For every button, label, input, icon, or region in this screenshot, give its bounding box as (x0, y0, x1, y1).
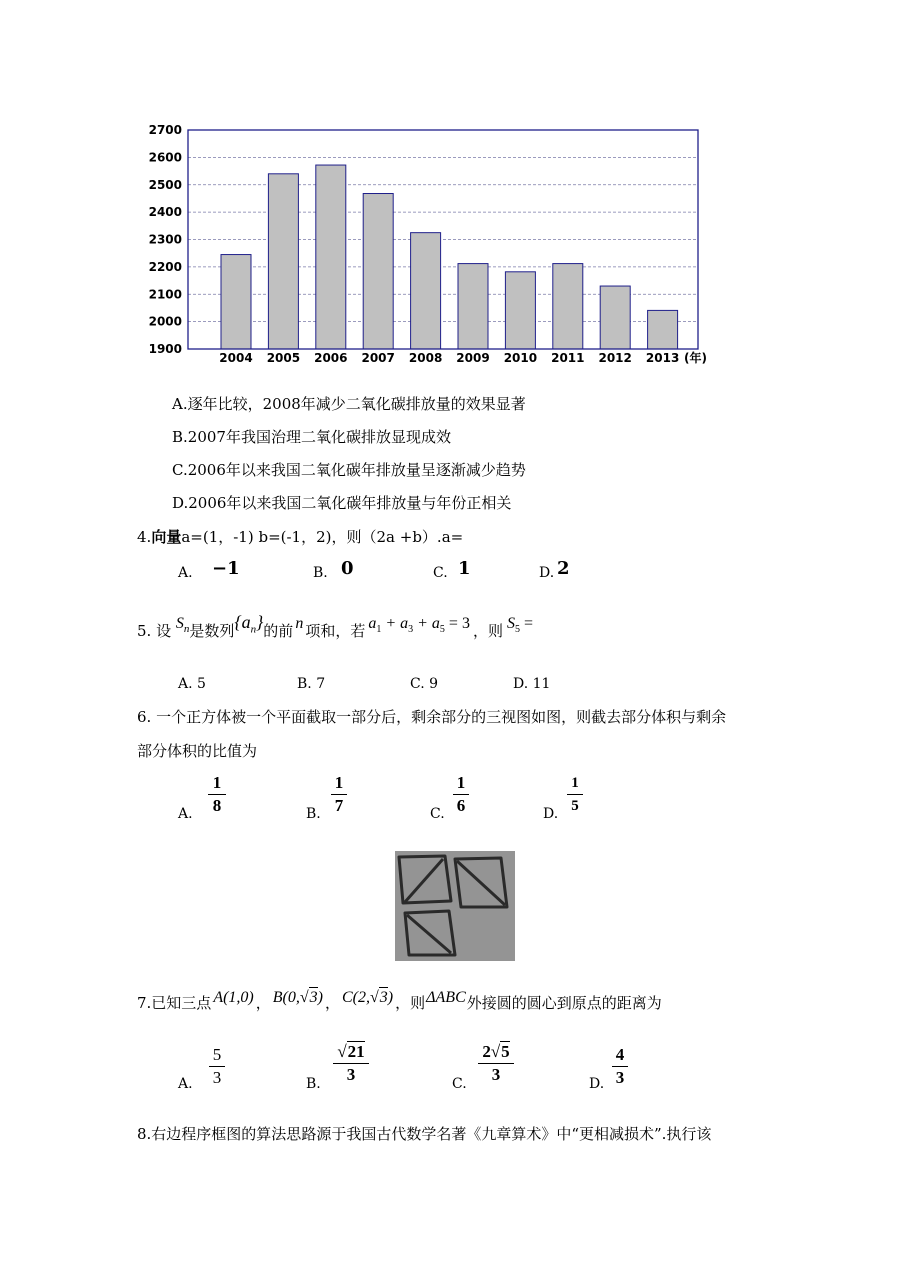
q7-stem (137, 989, 662, 1014)
q4-label-a: A. (178, 565, 193, 581)
y-tick-label: 2000 (148, 314, 182, 329)
q7-point-a: A(1,0) (213, 989, 254, 1006)
bar-2013 (648, 310, 678, 349)
q6-label-a: A. (178, 806, 193, 822)
q5-option-a: A. 5 (178, 676, 206, 692)
x-tick-label: 2004 (219, 351, 253, 365)
q6-fraction-c: 1 6 (453, 773, 469, 816)
q7-fraction-a: 5 3 (209, 1045, 225, 1088)
q5-text-2: 是数列 (189, 622, 235, 640)
q5-condition: $a_1 + a_3 + a_5 = 3$ (368, 615, 470, 636)
q7-label-a: A. (178, 1076, 193, 1092)
q5-option-c: C. 9 (410, 676, 439, 692)
q6-stem-line2: 部分体积的比值为 (137, 742, 258, 760)
q7-label-d: D. (589, 1076, 605, 1092)
q5-option-b: B. 7 (297, 676, 326, 692)
y-tick-label: 2300 (148, 232, 182, 247)
y-tick-label: 2100 (148, 287, 182, 302)
y-tick-label: 2700 (148, 123, 182, 137)
bar-2010 (505, 272, 535, 349)
x-tick-label: 2007 (361, 351, 395, 365)
q7-point-b: B(0,√3) (272, 989, 323, 1006)
q5-text-4: 项和，若 (305, 622, 366, 640)
q4-value-a: −1 (212, 558, 240, 579)
q6-fraction-d: 1 5 (567, 773, 583, 816)
q5-lead: 5. 设 (137, 622, 172, 640)
x-tick-label: 2006 (314, 351, 348, 365)
q7-text-2: ，则 (395, 994, 426, 1012)
q7-text-3: 外接圆的圆心到原点的距离为 (466, 994, 662, 1012)
q7-fraction-c: 2√5 3 (478, 1041, 514, 1085)
q4-label-b: B. (313, 565, 328, 581)
three-view-photo (395, 851, 515, 961)
q6-label-d: D. (543, 806, 559, 822)
chart-x-unit: (年) (684, 351, 707, 365)
y-tick-label: 1900 (148, 342, 182, 356)
y-tick-label: 2400 (148, 205, 182, 220)
q7-label-c: C. (452, 1076, 467, 1092)
q7-sep-2: ， (324, 994, 340, 1012)
q6-stem-line1: 6. 一个正方体被一个平面截取一部分后，剩余部分的三视图如图，则截去部分体积与剩余 (137, 708, 727, 726)
q7-fraction-b: √21 3 (333, 1041, 369, 1085)
q4-value-c: 1 (458, 558, 471, 579)
bar-2012 (600, 286, 630, 349)
q7-point-c: C(2,√3) (342, 989, 394, 1006)
q3-option-a: A.逐年比较，2008年减少二氧化碳排放量的效果显著 (172, 395, 526, 413)
q3-option-d: D.2006年以来我国二氧化碳年排放量与年份正相关 (172, 494, 512, 512)
chart-y-ticks (149, 123, 182, 356)
x-tick-label: 2005 (266, 351, 301, 365)
q4-number: 4. (137, 528, 152, 546)
bar-2006 (316, 165, 346, 349)
q4-value-b: 0 (341, 558, 354, 579)
bar-2009 (458, 264, 488, 349)
y-tick-label: 2600 (148, 150, 182, 165)
q4-stem (137, 527, 463, 547)
q5-stem (137, 612, 533, 648)
q4-label-d: D. (539, 565, 555, 581)
q6-fraction-a: 1 8 (208, 773, 226, 816)
q7-label-b: B. (306, 1076, 321, 1092)
x-tick-label: 2010 (503, 351, 538, 365)
bar-2011 (553, 264, 583, 349)
q7-triangle: ΔABC (426, 989, 466, 1006)
q6-fraction-b: 1 7 (331, 773, 347, 816)
q5-n: n (295, 615, 304, 632)
q3-option-c: C.2006年以来我国二氧化碳年排放量呈逐渐减少趋势 (172, 461, 526, 479)
q5-option-d: D. 11 (513, 676, 551, 692)
bar-2007 (363, 194, 393, 349)
q4-value-d: 2 (557, 558, 570, 579)
q5-s5: $S_5$ = (506, 615, 533, 636)
q8-stem-line1: 8.右边程序框图的算法思路源于我国古代数学名著《九章算术》中“更相减损术”.执行该 (137, 1125, 712, 1143)
x-tick-label: 2012 (598, 351, 632, 365)
x-tick-label: 2013 (645, 351, 680, 365)
q4-keyword: 向量 (151, 528, 182, 546)
q4-label-c: C. (433, 565, 448, 581)
co2-bar-chart (0, 0, 909, 380)
x-tick-label: 2011 (551, 351, 585, 365)
x-tick-label: 2008 (408, 351, 443, 365)
q4-text: a=(1，-1) b=(-1，2)，则（2a +b）.a= (181, 528, 464, 546)
x-tick-label: 2009 (456, 351, 490, 365)
q6-label-c: C. (430, 806, 445, 822)
y-tick-label: 2500 (148, 177, 182, 192)
bar-2008 (411, 233, 441, 349)
q5-text-5: ，则 (472, 622, 503, 640)
q7-fraction-d: 4 3 (612, 1045, 628, 1088)
chart-x-ticks (219, 351, 679, 365)
bar-2005 (268, 174, 298, 349)
q3-option-b: B.2007年我国治理二氧化碳排放显现成效 (172, 428, 451, 446)
q5-text-3: 的前 (263, 622, 294, 640)
bar-2004 (221, 255, 251, 349)
q5-s-n: $S_n$ (175, 615, 190, 636)
q5-seq: $\{a_n\}$ (234, 612, 264, 636)
q6-label-b: B. (306, 806, 321, 822)
q7-sep-1: ， (255, 994, 271, 1012)
q7-lead: 7.已知三点 (137, 994, 212, 1012)
y-tick-label: 2200 (148, 259, 182, 274)
